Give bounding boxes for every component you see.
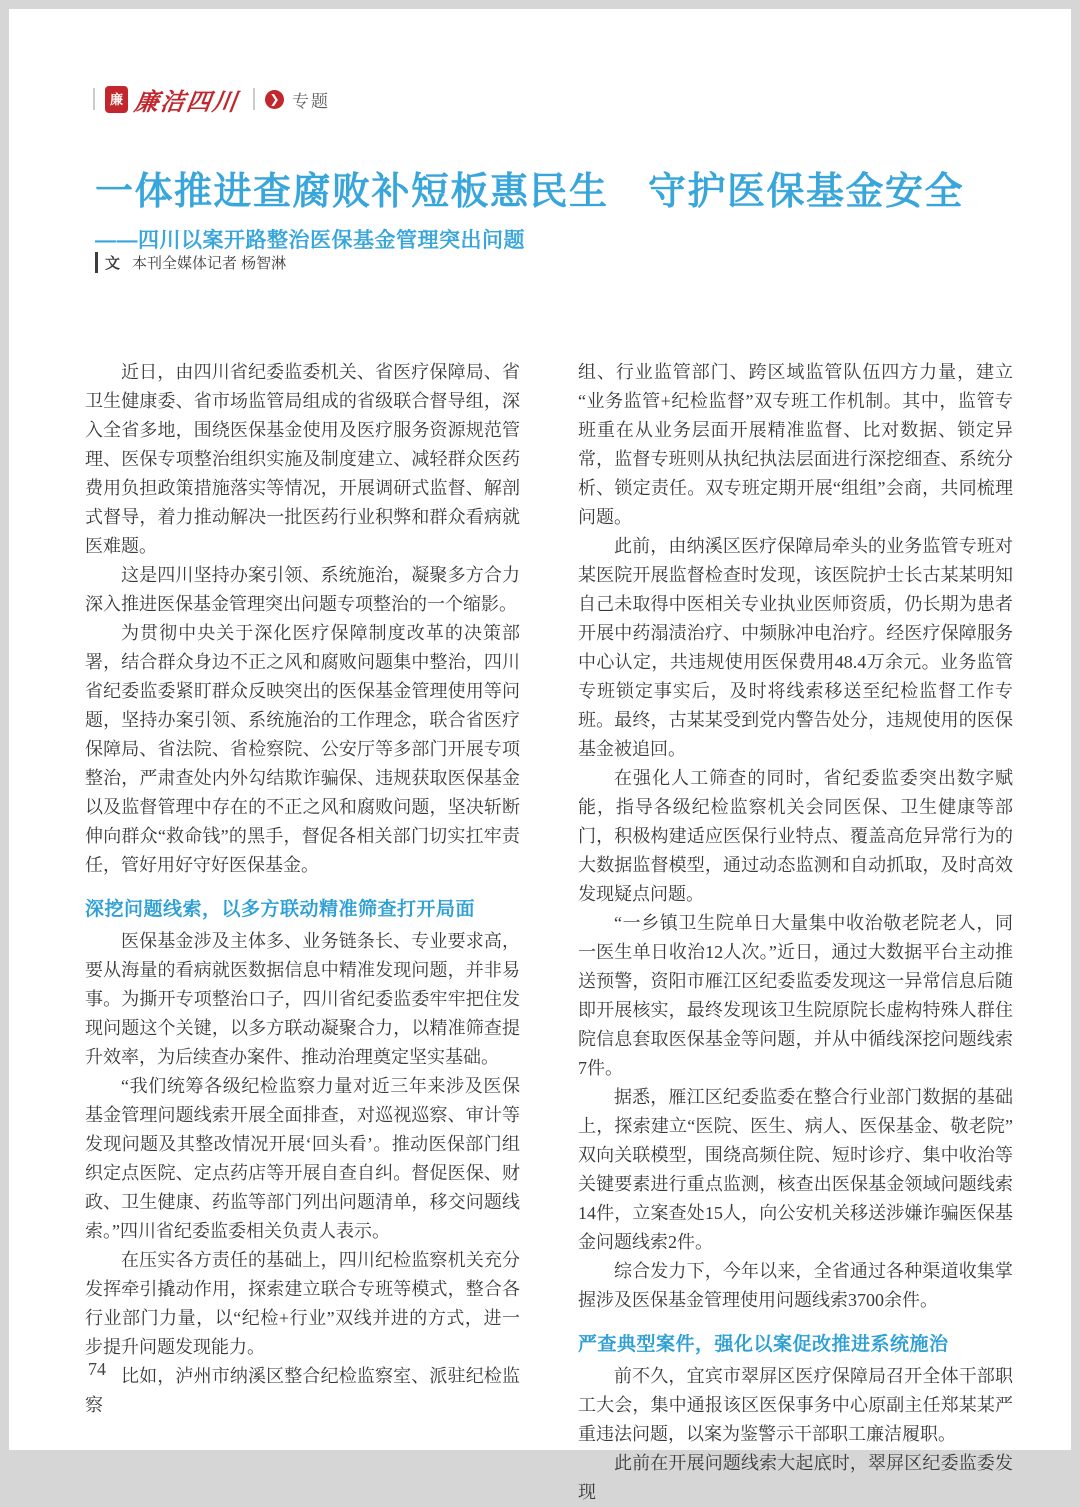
body-paragraph: 近日，由四川省纪委监委机关、省医疗保障局、省卫生健康委、省市场监管局组成的省级联合督导组，深入全省多地，围绕医保基金使用及医疗服务资源规范管理、医保专项整治组织实施及制度建立、减轻群众医药费用负担政策措施落实等情况，开展调研式监督、解剖式督导，着力推动解决一批医药行业积弊和群众看病就医难题。 (85, 362, 520, 556)
chevron-glyph: ❯ (269, 92, 280, 106)
masthead (83, 83, 330, 115)
article-column-right (578, 358, 1013, 1507)
byline (95, 252, 286, 273)
magazine-page (9, 9, 1071, 1502)
article-title: 一体推进查腐败补短板惠民生 守护医保基金安全 (95, 171, 965, 213)
body-paragraph: 组、行业监管部门、跨区域监管队伍四方力量，建立“业务监管+纪检监督”双专班工作机制。其中，监管专班重在从业务层面开展精准监督、比对数据、锁定异常，监督专班则从执纪执法层面进行深挖细查、系统分析、锁定责任。双专班定期开展“组组”会商，共同梳理问题。 (578, 362, 1013, 527)
article-body (85, 358, 1013, 1507)
divider (253, 88, 255, 110)
body-paragraph: 医保基金涉及主体多、业务链条长、专业要求高，要从海量的看病就医数据信息中精准发现问题，并非易事。为撕开专项整治口子，四川省纪委监委牢牢把住发现问题这个关键，以多方联动凝聚合力，以精准筛查提升效率，为后续查办案件、推动治理奠定坚实基础。 (85, 931, 520, 1067)
body-paragraph: 综合发力下，今年以来，全省通过各种渠道收集掌握涉及医保基金管理使用问题线索3700余件。 (578, 1261, 1013, 1310)
body-paragraph: 此前在开展问题线索大起底时，翠屏区纪委监委发现 (578, 1453, 1013, 1502)
body-paragraph: 这是四川坚持办案引领、系统施治，凝聚多方合力深入推进医保基金管理突出问题专项整治的一个缩影。 (85, 565, 520, 614)
section-heading: 深挖问题线索，以多方联动精准筛查打开局面 (85, 899, 476, 920)
section-heading: 严查典型案件，强化以案促改推进系统施治 (578, 1334, 949, 1355)
divider (93, 88, 95, 110)
chevron-badge-icon (265, 90, 284, 109)
page-number: 74 (88, 1359, 106, 1379)
magazine-seal-icon (105, 86, 128, 113)
byline-label: 文 (95, 252, 120, 273)
magazine-brand-script: 廉洁四川 (132, 86, 241, 116)
body-paragraph: 据悉，雁江区纪委监委在整合行业部门数据的基础上，探索建立“医院、医生、病人、医保基金、敬老院”双向关联模型，围绕高频住院、短时诊疗、集中收治等关键要素进行重点监测，核查出医保基金领域问题线索14件，立案查处15人，向公安机关移送涉嫌诈骗医保基金问题线索2件。 (578, 1087, 1013, 1252)
body-paragraph: 此前，由纳溪区医疗保障局牵头的业务监管专班对某医院开展监督检查时发现，该医院护士长古某某明知自己未取得中医相关专业执业医师资质，仍长期为患者开展中药溻渍治疗、中频脉冲电治疗。经医疗保障服务中心认定，共违规使用医保费用48.4万余元。业务监管专班锁定事实后，及时将线索移送至纪检监督工作专班。最终，古某某受到党内警告处分，违规使用的医保基金被追回。 (578, 536, 1013, 759)
body-paragraph: “我们统筹各级纪检监察力量对近三年来涉及医保基金管理问题线索开展全面排查，对巡视巡察、审计等发现问题及其整改情况开展‘回头看’。推动医保部门组织定点医院、定点药店等开展自查自纠。督促医保、财政、卫生健康、药监等部门列出问题清单，移交问题线索。”四川省纪委监委相关负责人表示。 (85, 1076, 520, 1241)
section-tag: 专题 (292, 91, 330, 111)
article-column-left (85, 358, 520, 1507)
body-paragraph: 为贯彻中央关于深化医疗保障制度改革的决策部署，结合群众身边不正之风和腐败问题集中整治，四川省纪委监委紧盯群众反映突出的医保基金管理使用等问题，坚持办案引领、系统施治的工作理念，联合省医疗保障局、省法院、省检察院、公安厅等多部门开展专项整治，严肃查处内外勾结欺诈骗保、违规获取医保基金以及监督管理中存在的不正之风和腐败问题，坚决斩断伸向群众“救命钱”的黑手，督促各相关部门切实扛牢责任，管好用好守好医保基金。 (85, 623, 520, 875)
body-paragraph: 在强化人工筛查的同时，省纪委监委突出数字赋能，指导各级纪检监察机关会同医保、卫生健康等部门，积极构建适应医保行业特点、覆盖高危异常行为的大数据监督模型，通过动态监测和自动抓取，及时高效发现疑点问题。 (578, 768, 1013, 904)
article-subtitle: ——四川以案开路整治医保基金管理突出问题 (95, 229, 525, 252)
body-paragraph: 比如，泸州市纳溪区整合纪检监察室、派驻纪检监察 (85, 1366, 520, 1415)
seal-glyph: 廉 (109, 91, 123, 107)
byline-author: 本刊全媒体记者 杨智淋 (132, 255, 287, 272)
body-paragraph: “一乡镇卫生院单日大量集中收治敬老院老人，同一医生单日收治12人次。”近日，通过大数据平台主动推送预警，资阳市雁江区纪委监委发现这一异常信息后随即开展核实，最终发现该卫生院原院长虚构特殊人群住院信息套取医保基金等问题，并从中循线深挖问题线索7件。 (578, 913, 1013, 1078)
body-paragraph: 在压实各方责任的基础上，四川纪检监察机关充分发挥牵引撬动作用，探索建立联合专班等模式，整合各行业部门力量，以“纪检+行业”双线并进的方式，进一步提升问题发现能力。 (85, 1250, 520, 1357)
body-paragraph: 前不久，宜宾市翠屏区医疗保障局召开全体干部职工大会，集中通报该区医保事务中心原副主任郑某某严重违法问题，以案为鉴警示干部职工廉洁履职。 (578, 1366, 1013, 1444)
